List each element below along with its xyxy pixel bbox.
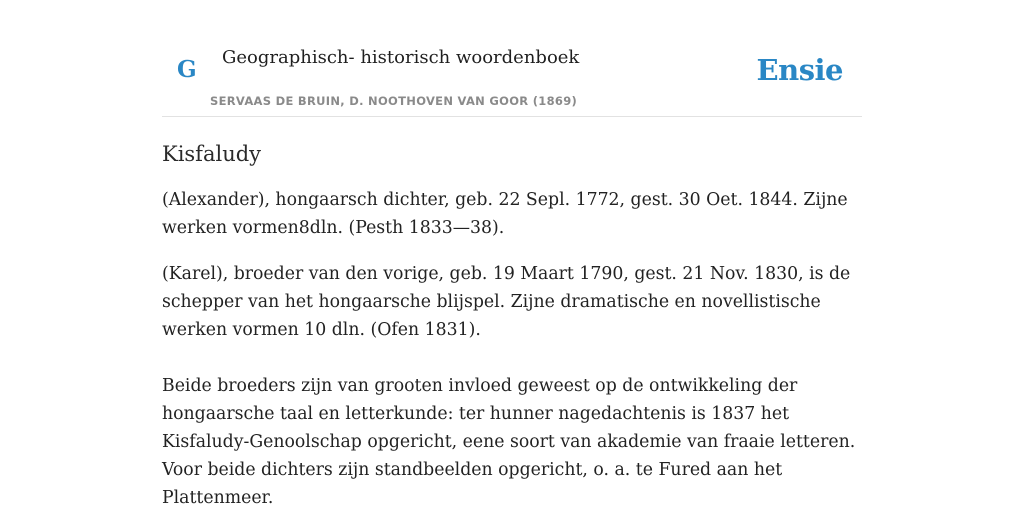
book-logo-icon[interactable]: G [177, 56, 197, 83]
entry-article [162, 138, 862, 512]
entry-title: Kisfaludy [162, 142, 262, 166]
entry-paragraph: (Alexander), hongaarsch dichter, geb. 22 Sepl. 1772, gest. 30 Oet. 1844. Zijne werken vormen8dln. (Pesth 1833—38). [162, 190, 848, 238]
entry-paragraph: Beide broeders zijn van grooten invloed geweest op de ontwikkeling der hongaarsche taal en letterkunde: ter hunner nagedachtenis is 1837 het Kisfaludy-Genoolschap opgericht, eene soort van akademie van fraaie letteren. Voor beide dichters zijn standbeelden opgericht, o. a. te Fured aan het Plattenmeer. [162, 376, 856, 508]
book-title-link[interactable]: Geographisch- historisch woordenboek [222, 47, 580, 68]
book-author: SERVAAS DE BRUIN, D. NOOTHOVEN VAN GOOR (1869) [210, 94, 578, 108]
entry-paragraph: (Karel), broeder van den vorige, geb. 19 Maart 1790, gest. 21 Nov. 1830, is de schepper van het hongaarsche blijspel. Zijne dramatische en novellistische werken vormen 10 dln. (Ofen 1831). [162, 264, 851, 340]
book-header [162, 0, 862, 117]
ensie-logo[interactable]: Ensie [756, 53, 843, 87]
